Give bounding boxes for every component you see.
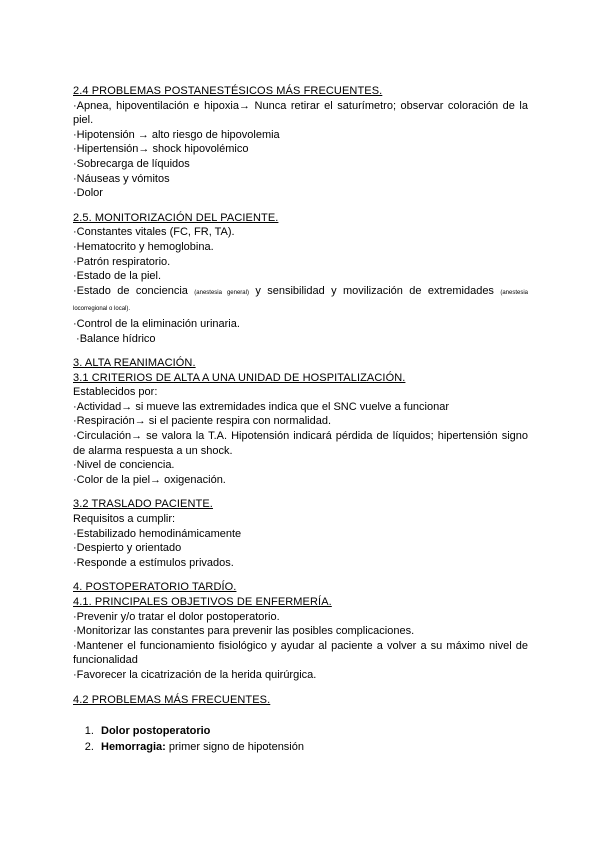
list-item: ·Patrón respiratorio.: [73, 255, 171, 268]
numbered-list-item: 2. Hemorragia: primer signo de hipotensión: [97, 739, 528, 755]
list-item: ·Sobrecarga de líquidos: [73, 157, 190, 170]
text-line: ·Apnea, hipoventilación e hipoxia→ Nunca retirar el saturímetro; observar coloración de la: [73, 99, 528, 112]
section-heading-4-1: 4.1. PRINCIPALES OBJETIVOS DE ENFERMERÍA.: [73, 596, 332, 608]
list-item: ·Constantes vitales (FC, FR, TA).: [73, 226, 235, 239]
section-heading-3-2: 3.2 TRASLADO PACIENTE.: [73, 498, 213, 511]
text-line: funcionalidad: [73, 654, 138, 667]
numbered-list: [73, 723, 528, 755]
text-line: piel.: [73, 114, 94, 127]
list-item: ·Náuseas y vómitos: [73, 172, 170, 185]
list-item: ·Despierto y orientado: [73, 542, 182, 555]
list-item: ·Estabilizado hemodinámicamente: [73, 527, 242, 540]
list-item: ·Hipertensión→ shock hipovolémico: [73, 143, 249, 156]
list-item: ·Actividad→ si mueve las extremidades indica que el SNC vuelve a funcionar: [73, 400, 450, 413]
list-item: ·Prevenir y/o tratar el dolor postoperatorio.: [73, 610, 280, 623]
list-item: ·Responde a estímulos privados.: [73, 556, 234, 569]
list-item: ·Balance hídrico: [73, 332, 156, 345]
list-item: ·Estado de la piel.: [73, 270, 162, 283]
section-heading-4-2: 4.2 PROBLEMAS MÁS FRECUENTES.: [73, 693, 271, 706]
section-heading-2-5: 2.5. MONITORIZACIÓN DEL PACIENTE.: [73, 211, 279, 224]
text-line: locorregional o local).: [73, 306, 131, 313]
section-heading-2-4: 2.4 PROBLEMAS POSTANESTÉSICOS MÁS FRECUENTES.: [73, 85, 383, 97]
list-item: ·Nivel de conciencia.: [73, 459, 175, 472]
numbered-list-item: 1. Dolor postoperatorio: [97, 723, 528, 739]
list-item: ·Circulación→ se valora la T.A. Hipotensión indicará pérdida de líquidos; hipertensión signo: [73, 430, 528, 443]
list-item: ·Mantener el funcionamiento fisiológico y ayudar al paciente a volver a su máximo nivel de: [73, 639, 528, 652]
list-item: ·Hematocrito y hemoglobina.: [73, 240, 214, 253]
section-heading-4: 4. POSTOPERATORIO TARDÍO.: [73, 581, 237, 594]
list-item: ·Control de la eliminación urinaria.: [73, 317, 240, 330]
list-item: ·Dolor: [73, 187, 103, 200]
text-line: Establecidos por:: [73, 386, 158, 399]
list-item: ·Color de la piel→ oxigenación.: [73, 473, 226, 486]
section-heading-3-1: 3.1 CRITERIOS DE ALTA A UNA UNIDAD DE HOSPITALIZACIÓN.: [73, 371, 406, 384]
text-line: Requisitos a cumplir:: [73, 513, 176, 526]
list-item: ·Estado de conciencia (anestesia general) y sensibilidad y movilización de extremidades (anestesia: [73, 284, 529, 297]
document-body: [73, 84, 528, 755]
list-item: ·Respiración→ si el paciente respira con normalidad.: [73, 415, 332, 428]
text-line: de alarma respuesta a un shock.: [73, 444, 233, 457]
list-item: ·Monitorizar las constantes para prevenir las posibles complicaciones.: [73, 625, 415, 638]
section-heading-3: 3. ALTA REANIMACIÓN.: [73, 357, 196, 370]
list-item: ·Hipotensión → alto riesgo de hipovolemia: [73, 128, 280, 141]
list-item: ·Favorecer la cicatrización de la herida quirúrgica.: [73, 668, 317, 681]
